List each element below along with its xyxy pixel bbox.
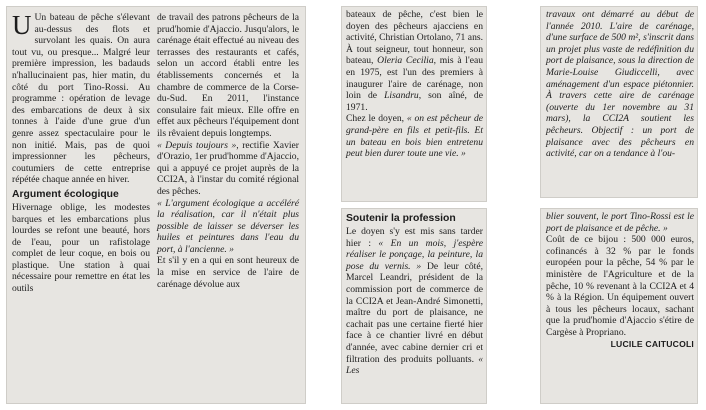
clip3-text-a: Le doyen s'y est mis sans tarder hier :: [346, 226, 483, 249]
clip1-intro-paragraph: [12, 12, 150, 186]
section-heading-soutenir: Soutenir la profession: [346, 213, 456, 224]
clip2-text-b: , mis à l'eau en 1975, est l'un des premiers à inaugurer l'aire de carénage, non loin de: [346, 55, 484, 102]
clip3-text-b: De leur côté, Marcel Leandri, président de la commission port de commerce de la CCI2A et Jean-André Simonetti, maître du port de plaisance, ne cachait pas une certaine fierté hier face à ce chantier livré en début d'année, avec cabine dernier cri et filtration des produits polluants.: [346, 260, 483, 365]
clip1-quote-ecologique: « L'argument écologique a accéléré la réalisation, car il n'était plus possible de laisser se déverser les huiles et peintures dans l'eau du port, à l'ancienne. »: [157, 197, 299, 255]
clip1-quote-depuis: « Depuis toujours »: [157, 139, 237, 151]
clip1-col2-text-a: de travail des patrons pêcheurs de la prud'homie d'Ajaccio. Jusqu'alors, le carénage était effectué au niveau des terrasses des restaurants et cafés, selon un accord établi entre les établissements concernés et la chambre de commerce de la Corse-du-Sud. En 2011, l'instance consulaire fait mieux. Elle offre en effet aux pêcheurs l'équipement dont ils rêvaient depuis longtemps.: [157, 12, 299, 139]
clip1-column-2: [157, 12, 299, 290]
clip2-text-a: bateaux de pêche, c'est bien le doyen des pêcheurs ajacciens en activité, Christian Ortolano, 71 ans. À tout seigneur, tout honneur, son bateau,: [346, 9, 483, 67]
clip4-text: travaux ont démarré au début de l'année 2010. L'aire de carénage, d'une surface de 500 m², s'inscrit dans un projet plus vaste de redéfinition du port de plaisance, sous la direction de Marie-Louise Giudiccelli, avec aménagement d'un espace piétonnier. À travers cette aire de carénage (ouverte du 1er novembre au 31 mars), la CCI2A soutient les pêcheurs. Objectif : un port de plaisance avec des pêcheurs en activité, car on a tendance à l'ou-: [546, 9, 694, 160]
clip2-text-d: Chez le doyen,: [346, 113, 405, 125]
clip4-column: [546, 9, 694, 160]
clip1-intro-text: Un bateau de pêche s'élevant au-dessus des flots et survolant les quais. On aura tout vu, ou presque... Malgré leur première impression, les badauds n'hallucinaient pas, hier matin, du côté du port Tino-Rossi. Au programme : opération de levage des embarcations de deux à six tonnes à l'aide d'une grue d'un genre assez spectaculaire pour le non initié. Mais, pas de quoi impressionner les pêcheurs, coutumiers de cette entreprise répétée chaque année en hiver.: [12, 12, 150, 186]
clip2-boat-name: Oleria Cecilia: [377, 55, 434, 67]
clip5-text-b: Coût de ce bijou : 500 000 euros, cofinancés à 32 % par le fonds européen pour la pêche, 54 % par le ministère de l'Agriculture et de la pêche, 10 % revenant à la CCI2A et 4 % à la Région. Un équipement ouvert à tous les pêcheurs locaux, sachant que la prud'homie d'Ajaccio s'étire de Cargèse à Propriano.: [546, 234, 694, 338]
drop-cap: U: [12, 10, 32, 40]
clip3-quote: « En un mois, j'espère réaliser le ponçage, la peinture, la pose du vernis. »: [346, 237, 483, 272]
author-signature: LUCILE CAITUCOLI: [610, 338, 694, 349]
clip1-col2-text-d: Et s'il y en a qui en sont heureux de la mise en service de l'aire de carénage dévolue aux: [157, 255, 299, 290]
clip2-quote: « on est pêcheur de grand-père en fils et petit-fils. Et un bateau en bois bien entretenu peut bien durer toute une vie. »: [346, 113, 483, 160]
clip1-col2-text-b: , rectifie Xavier d'Orazio, 1er prud'homme d'Ajaccio, qui a appuyé ce projet auprès de la CCI2A, à l'instar du comité régional des pêches.: [157, 139, 299, 197]
clip1-column-1: [12, 12, 150, 295]
clip3-column: [346, 210, 483, 377]
clip3-tail: « Les: [346, 353, 483, 377]
clip5-column: [546, 211, 694, 350]
clip5-text-a: blier souvent, le port Tino-Rossi est le port de plaisance et de pêche. »: [546, 211, 694, 234]
clip2-column: [346, 9, 483, 160]
clip1-hivernage-text: Hivernage oblige, les modestes barques et les embarcations plus lourdes se refont une beauté, hors de l'eau, pour un rafistolage complet de leur coque, en bois ou plastique. Une station à quai nécessaire pour remettre en état les outils: [12, 201, 150, 295]
clip2-text-c: , son aîné, de 1971.: [346, 90, 483, 113]
section-heading-argument: Argument écologique: [12, 188, 119, 200]
clip2-boat-name-2: Lisandru: [384, 90, 419, 102]
